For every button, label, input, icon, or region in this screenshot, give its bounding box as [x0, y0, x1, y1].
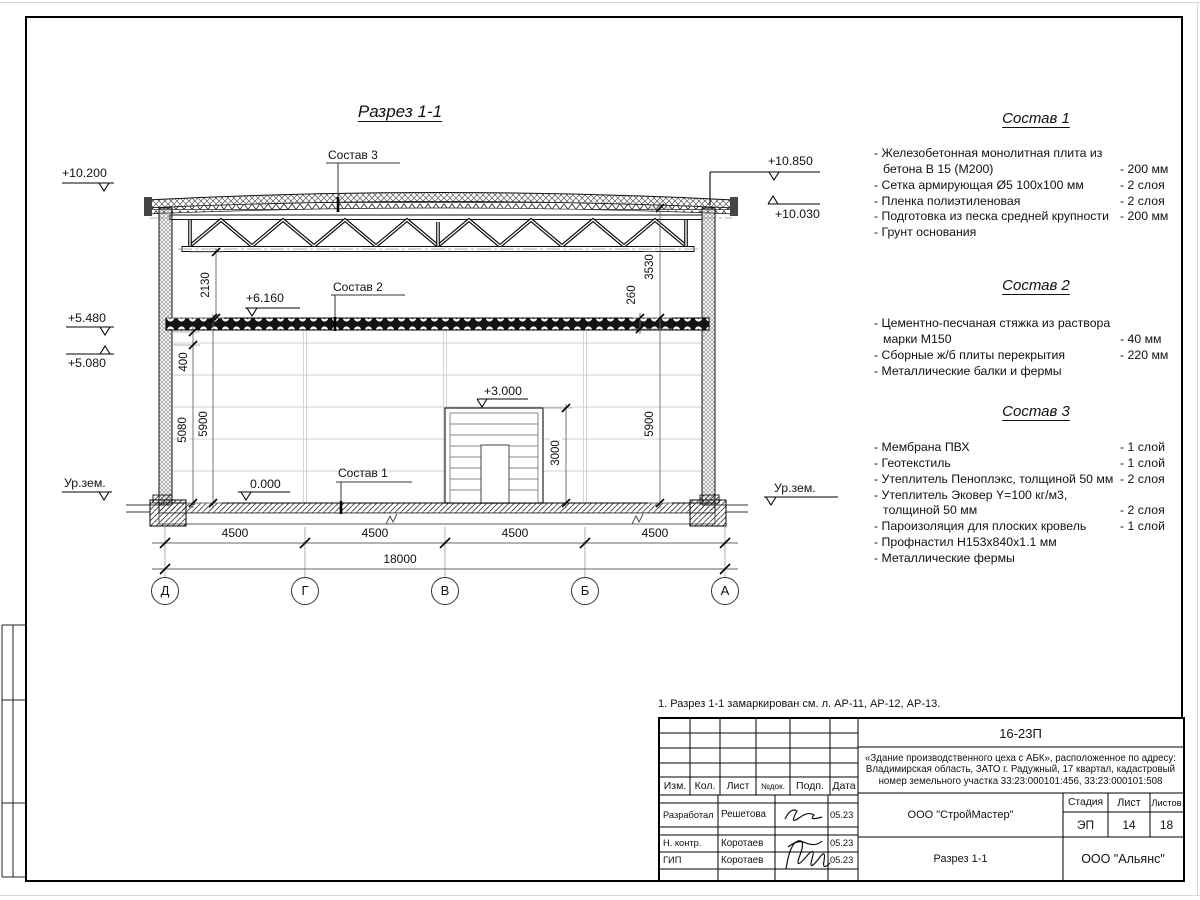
spec-row: - Утеплитель Пеноплэкс, толщиной 50 мм - 2 слоя: [874, 471, 1165, 486]
floor-slab-0000: [159, 503, 715, 513]
tb-company: ООО "СтройМастер": [907, 809, 1014, 821]
spec-row: - Сборные ж/б плиты перекрытия - 220 мм: [874, 347, 1169, 362]
left-margin-blocks: [2, 625, 25, 877]
spec-row: - Железобетонная монолитная плита из бетона В 15 (М200) - 200 мм: [874, 146, 1169, 176]
foundation-left: [150, 500, 186, 526]
elevation-label-right-mid: +10.030: [775, 207, 820, 221]
dim-4500-3: 4500: [501, 526, 529, 540]
elevation-label-left-low: +5.080: [68, 356, 106, 370]
tb-col-podp: Подп.: [796, 780, 824, 792]
floor-preparation: [159, 513, 715, 524]
axis-bubble-v: В: [431, 577, 459, 605]
dim-4500-1: 4500: [221, 526, 249, 540]
tb-date-3: 05.23: [830, 855, 854, 865]
tb-sheet-label: Лист: [1117, 796, 1141, 809]
ground-level-label-left: Ур.зем.: [64, 476, 106, 490]
elevation-label-right-top: +10.850: [768, 154, 813, 168]
dim-5080: 5080: [177, 417, 189, 443]
elevation-label-floor: 0.000: [250, 477, 281, 491]
tb-col-data: Дата: [832, 780, 856, 792]
spec1-title: Состав 1: [1002, 110, 1070, 127]
tb-stage-label: Стадия: [1067, 797, 1104, 808]
dim-260: 260: [626, 285, 638, 305]
tb-col-list: Лист: [726, 780, 750, 792]
spec-row: - Подготовка из песка средней крупности - 200 мм: [874, 209, 1169, 224]
floor-slab-6160: [166, 318, 709, 330]
spec-row: - Грунт основания: [874, 225, 977, 240]
dim-400: 400: [178, 352, 190, 372]
tb-sheets-label: Листов: [1151, 797, 1182, 808]
axis-bubble-d: Д: [151, 577, 179, 605]
elevation-label-slab: +6.160: [246, 291, 284, 305]
tb-name-3: Коротаев: [721, 855, 764, 866]
tb-col-kol: Кол.: [694, 780, 716, 792]
tb-name-1: Решетова: [721, 809, 766, 820]
object-description: «Здание производственного цеха с АБК», расположенное по адресу: Владимирская область, ЗАТО г. Радужный, 17 квартал, кадастровый номер земельного участка 33:23:000101:456, 33:23:000101:508: [865, 752, 1176, 787]
dim-4500-4: 4500: [641, 526, 669, 540]
wicket-door: [481, 445, 509, 503]
axis-bubble-g: Г: [291, 577, 319, 605]
tb-col-izm: Изм.: [663, 780, 687, 792]
spec1-list: [874, 146, 1182, 241]
spec3-list: [874, 440, 1182, 567]
tb-date-2: 05.23: [830, 838, 854, 848]
tb-role-1: Разработал: [663, 810, 714, 820]
tb-role-3: ГИП: [663, 855, 682, 865]
elevation-label-left-mid: +5.480: [68, 311, 106, 325]
eave-plate-right: [730, 197, 738, 216]
spec2-list: [874, 316, 1182, 379]
spec-row: - Пароизоляция для плоских кровель - 1 слой: [874, 519, 1165, 534]
tb-sheets: 18: [1159, 817, 1174, 832]
dim-3000: 3000: [550, 440, 562, 466]
spec3-title: Состав 3: [1002, 403, 1070, 420]
tb-drawing-name: Разрез 1-1: [933, 852, 988, 865]
spec-row: - Цементно-песчаная стяжка из раствора марки М150 - 40 мм: [874, 316, 1162, 346]
spec-row: - Металлические фермы: [874, 551, 1015, 566]
leader-label-sostav2: Состав 2: [333, 280, 383, 294]
eave-plate-left: [144, 197, 152, 216]
signature: [785, 810, 830, 869]
dim-5900-left: 5900: [198, 411, 210, 437]
dim-3530: 3530: [644, 254, 656, 280]
ground-level-label-right: Ур.зем.: [774, 481, 816, 495]
spec-row: - Сетка армирующая Ø5 100х100 мм - 2 слоя: [874, 177, 1165, 192]
tb-role-2: Н. контр.: [663, 838, 702, 848]
tb-name-2: Коротаев: [721, 838, 764, 849]
foundation-right: [690, 500, 726, 526]
dim-18000: 18000: [383, 552, 417, 566]
wall-right: [702, 208, 715, 505]
drawing-title: Разрез 1-1: [357, 102, 443, 121]
elevation-label-left-top: +10.200: [62, 166, 107, 180]
spec-row: - Пленка полиэтиленовая - 2 слоя: [874, 193, 1165, 208]
wall-left: [159, 208, 172, 505]
tb-stage: ЭП: [1076, 817, 1095, 832]
spec2-title: Состав 2: [1002, 277, 1070, 294]
leader-label-sostav3: Состав 3: [328, 148, 378, 162]
dim-5900-right: 5900: [644, 411, 656, 437]
tb-sheet: 14: [1122, 817, 1136, 832]
sectional-gate: [445, 408, 543, 503]
axis-bubble-b: Б: [571, 577, 599, 605]
dim-4500-2: 4500: [361, 526, 389, 540]
leader-label-sostav1: Состав 1: [338, 466, 388, 480]
spec-row: - Мембрана ПВХ - 1 слой: [874, 440, 1165, 454]
doc-number: 16-23П: [999, 725, 1042, 741]
spec-row: - Утеплитель Эковер Y=100 кг/м3, толщиной 50 мм - 2 слоя: [874, 487, 1165, 518]
elevation-label-gate: +3.000: [484, 384, 522, 398]
axis-bubble-a: А: [711, 577, 739, 605]
sheet-note: 1. Разрез 1-1 замаркирован см. л. АР-11, АР-12, АР-13.: [658, 698, 941, 710]
title-block: [658, 717, 1185, 882]
dim-2130: 2130: [200, 272, 212, 298]
tb-contractor: ООО "Альянс": [1081, 851, 1165, 866]
spec-row: - Металлические балки и фермы: [874, 363, 1062, 378]
tb-date-1: 05.23: [830, 810, 854, 820]
roof-truss: [150, 215, 732, 252]
spec-row: - Профнастил Н153х840х1.1 мм: [874, 535, 1057, 550]
spec-row: - Геотекстиль - 1 слой: [874, 455, 1165, 470]
tb-col-doc: №док.: [761, 781, 785, 791]
